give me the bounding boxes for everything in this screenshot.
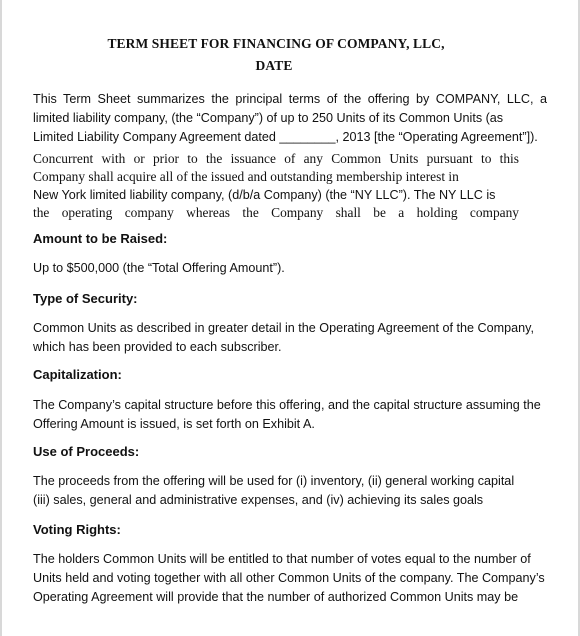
intro-line: limited liability company, (the “Company”) of up to 250 Units of its Common Units (as [33, 111, 504, 125]
section-line: The holders Common Units will be entitled to that number of votes equal to the number of [33, 552, 531, 566]
section-body-capitalization [33, 396, 547, 434]
concurrent-line: Company shall acquire all of the issued and outstanding membership interest in [33, 169, 459, 184]
intro-paragraph [33, 90, 547, 147]
section-body-security [33, 319, 547, 357]
concurrent-paragraph [33, 150, 519, 222]
section-body-amount [33, 259, 547, 278]
intro-line: Limited Liability Company Agreement dated ________, 2013 [the “Operating Agreement”]). [33, 130, 538, 144]
section-line: Common Units as described in greater detail in the Operating Agreement of the Company, [33, 321, 534, 335]
section-body-proceeds [33, 472, 547, 510]
page-border-left [0, 0, 2, 636]
concurrent-line: Concurrent with or prior to the issuance of any Common Units pursuant to this [33, 151, 519, 166]
intro-line: This Term Sheet summarizes the principal terms of the offering by COMPANY, LLC, a [33, 92, 547, 106]
concurrent-line: the operating company whereas the Company shall be a holding company [33, 205, 519, 220]
section-line: (iii) sales, general and administrative expenses, and (iv) achieving its sales goals [33, 493, 484, 507]
section-line: Offering Amount is issued, is set forth on Exhibit A. [33, 417, 315, 431]
section-line: Operating Agreement will provide that the number of authorized Common Units may be [33, 590, 519, 604]
section-heading-proceeds: Use of Proceeds: [33, 444, 140, 459]
section-line: Up to $500,000 (the “Total Offering Amount”). [33, 261, 285, 275]
section-line: which has been provided to each subscriber. [33, 340, 282, 354]
document-date-label: DATE [255, 58, 293, 73]
document-title: TERM SHEET FOR FINANCING OF COMPANY, LLC, [107, 36, 445, 51]
concurrent-line: New York limited liability company, (d/b/a Company) (the “NY LLC”). The NY LLC is [33, 188, 496, 202]
section-heading-security: Type of Security: [33, 291, 138, 306]
section-heading-amount: Amount to be Raised: [33, 231, 168, 246]
section-line: The Company’s capital structure before this offering, and the capital structure assuming the [33, 398, 541, 412]
section-heading-capitalization: Capitalization: [33, 367, 122, 382]
section-body-voting [33, 550, 547, 607]
section-line: The proceeds from the offering will be used for (i) inventory, (ii) general working capital [33, 474, 515, 488]
section-heading-voting: Voting Rights: [33, 522, 121, 537]
section-line: Units held and voting together with all other Common Units of the company. The Company’s [33, 571, 545, 585]
